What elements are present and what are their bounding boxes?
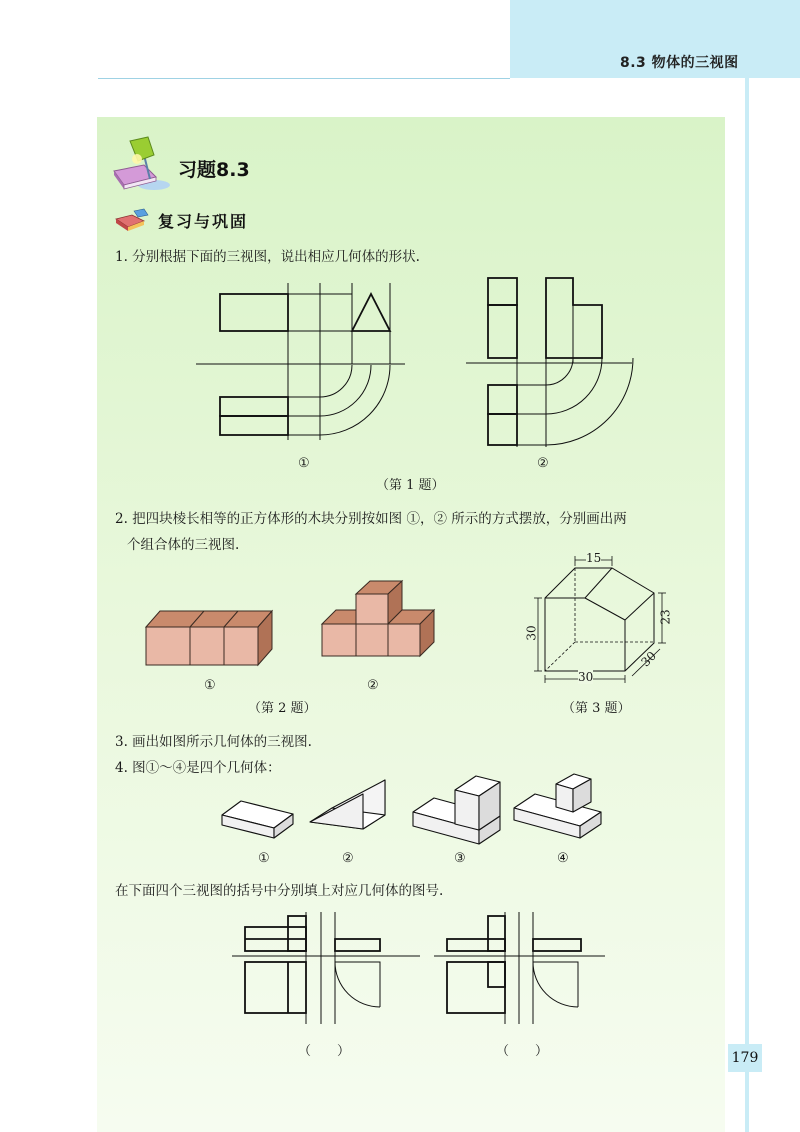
q2-label-1: ① [204, 678, 216, 693]
page-number: 179 [728, 1044, 762, 1072]
section-heading: 复习与巩固 [158, 212, 249, 231]
q4-label-1: ① [258, 851, 270, 866]
question-4-instruction: 在下面四个三视图的括号中分别填上对应几何体的图号. [115, 883, 444, 899]
q4-blank-2[interactable]: （ ） [496, 1044, 549, 1059]
q3-caption: （第 3 题） [562, 701, 631, 716]
q1-label-2: ② [537, 456, 549, 471]
question-4: 4. 图①～④是四个几何体： [115, 760, 281, 776]
q4-label-2: ② [342, 851, 354, 866]
question-3: 3. 画出如图所示几何体的三视图. [115, 734, 312, 750]
q1-caption: （第 1 题） [376, 478, 445, 493]
q3-dim-right: 23 [658, 609, 673, 625]
q3-dim-bottom: 30 [578, 670, 594, 684]
q2-caption: （第 2 题） [248, 701, 317, 716]
q3-dim-depth: 30 [638, 648, 659, 670]
question-2-line-1: 2. 把四块棱长相等的正方体形的木块分别按如图 ①，② 所示的方式摆放，分别画出两 [115, 511, 627, 527]
q2-label-2: ② [367, 678, 379, 693]
q4-label-4: ④ [557, 851, 569, 866]
exercise-title: 习题8.3 [178, 159, 250, 181]
q3-dim-left: 30 [524, 625, 539, 641]
q3-dim-top: 15 [586, 551, 602, 565]
q4-blank-1[interactable]: （ ） [298, 1044, 351, 1059]
q1-label-1: ① [298, 456, 310, 471]
question-2-line-2: 个组合体的三视图. [127, 537, 240, 553]
question-1: 1. 分别根据下面的三视图，说出相应几何体的形状. [115, 249, 420, 265]
q4-label-3: ③ [454, 851, 466, 866]
section-header: 8.3 物体的三视图 [620, 55, 739, 71]
